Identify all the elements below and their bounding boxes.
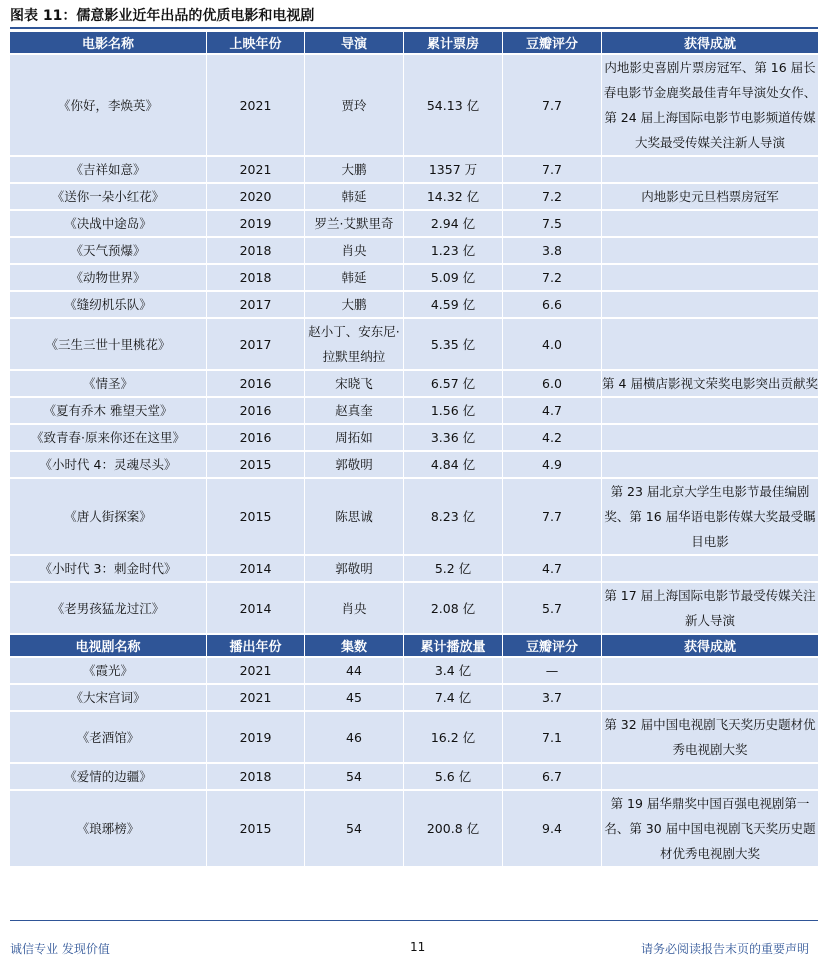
tv-views-cell: 7.4 亿 [404,685,503,710]
film-award-cell [602,556,818,581]
tv-views-cell: 3.4 亿 [404,658,503,683]
bottom-rule [10,920,818,921]
film-score-cell: 4.9 [503,452,602,477]
film-row [10,556,818,581]
film-director-cell: 韩延 [305,184,404,209]
film-column-header: 获得成就 [602,32,818,53]
tv-name-cell: 《爱情的边疆》 [10,764,207,789]
film-row [10,292,818,317]
film-year-cell: 2021 [207,55,305,155]
tv-score-cell: 7.1 [503,712,602,762]
film-director-cell: 大鹏 [305,157,404,182]
tv-year-cell: 2021 [207,658,305,683]
film-name-cell: 《致青春·原来你还在这里》 [10,425,207,450]
film-row [10,398,818,423]
film-row [10,265,818,290]
tv-score-cell: — [503,658,602,683]
tv-row [10,764,818,789]
tv-column-header: 获得成就 [602,635,818,656]
figure-caption: 图表 11：儒意影业近年出品的优质电影和电视剧 [10,8,315,24]
film-row [10,425,818,450]
film-director-cell: 韩延 [305,265,404,290]
tv-row [10,685,818,710]
film-score-cell: 4.2 [503,425,602,450]
film-year-cell: 2018 [207,265,305,290]
film-name-cell: 《老男孩猛龙过江》 [10,583,207,633]
film-box-cell: 1357 万 [404,157,503,182]
film-score-cell: 3.8 [503,238,602,263]
tv-episodes-cell: 54 [305,764,404,789]
film-box-cell: 8.23 亿 [404,479,503,554]
film-award-cell: 第 17 届上海国际电影节最受传媒关注新人导演 [602,583,818,633]
film-row [10,452,818,477]
film-box-cell: 5.09 亿 [404,265,503,290]
film-score-cell: 6.6 [503,292,602,317]
film-box-cell: 4.84 亿 [404,452,503,477]
film-award-cell [602,425,818,450]
film-director-cell: 陈思诚 [305,479,404,554]
film-box-cell: 6.57 亿 [404,371,503,396]
film-award-cell [602,265,818,290]
film-award-cell [602,319,818,369]
film-director-cell: 罗兰·艾默里奇 [305,211,404,236]
film-name-cell: 《夏有乔木 雅望天堂》 [10,398,207,423]
tv-name-cell: 《老酒馆》 [10,712,207,762]
tv-name-cell: 《大宋宫词》 [10,685,207,710]
film-director-cell: 大鹏 [305,292,404,317]
tv-row [10,658,818,683]
film-name-cell: 《缝纫机乐队》 [10,292,207,317]
tv-episodes-cell: 44 [305,658,404,683]
film-award-cell [602,398,818,423]
tv-episodes-cell: 45 [305,685,404,710]
film-award-cell [602,292,818,317]
footer-disclaimer: 请务必阅读报告末页的重要声明 [640,942,809,956]
film-award-cell [602,211,818,236]
tv-column-header: 播出年份 [207,635,305,656]
film-box-cell: 4.59 亿 [404,292,503,317]
film-name-cell: 《决战中途岛》 [10,211,207,236]
tv-award-cell [602,685,818,710]
film-year-cell: 2015 [207,452,305,477]
film-box-cell: 54.13 亿 [404,55,503,155]
film-row [10,55,818,155]
tv-year-cell: 2021 [207,685,305,710]
film-row [10,157,818,182]
tv-views-cell: 5.6 亿 [404,764,503,789]
tv-name-cell: 《琅琊榜》 [10,791,207,866]
tv-episodes-cell: 46 [305,712,404,762]
film-award-cell: 内地影史喜剧片票房冠军、第 16 届长春电影节金鹿奖最佳青年导演处女作、第 24 届上海国际电影节电影频道传媒大奖最受传媒关注新人导演 [602,55,818,155]
film-year-cell: 2017 [207,292,305,317]
tv-column-header: 集数 [305,635,404,656]
film-director-cell: 肖央 [305,583,404,633]
film-header-row [10,32,818,53]
tv-row [10,712,818,762]
film-name-cell: 《动物世界》 [10,265,207,290]
film-row [10,211,818,236]
film-award-cell [602,452,818,477]
film-name-cell: 《小时代 3：刺金时代》 [10,556,207,581]
film-year-cell: 2016 [207,425,305,450]
film-year-cell: 2015 [207,479,305,554]
film-column-header: 导演 [305,32,404,53]
film-year-cell: 2014 [207,583,305,633]
film-director-cell: 贾玲 [305,55,404,155]
tv-column-header: 累计播放量 [404,635,503,656]
film-director-cell: 郭敬明 [305,452,404,477]
film-row [10,371,818,396]
film-name-cell: 《唐人街探案》 [10,479,207,554]
film-name-cell: 《你好，李焕英》 [10,55,207,155]
film-score-cell: 4.7 [503,556,602,581]
film-name-cell: 《三生三世十里桃花》 [10,319,207,369]
film-award-cell: 第 4 届横店影视文荣奖电影突出贡献奖 [602,371,818,396]
film-award-cell: 内地影史元旦档票房冠军 [602,184,818,209]
film-column-header: 电影名称 [10,32,207,53]
page-number: 11 [410,940,426,954]
tv-award-cell: 第 19 届华鼎奖中国百强电视剧第一名、第 30 届中国电视剧飞天奖历史题材优秀电视剧大奖 [602,791,818,866]
film-score-cell: 6.0 [503,371,602,396]
film-box-cell: 2.08 亿 [404,583,503,633]
film-score-cell: 7.7 [503,55,602,155]
tv-award-cell: 第 32 届中国电视剧飞天奖历史题材优秀电视剧大奖 [602,712,818,762]
film-score-cell: 7.7 [503,157,602,182]
film-box-cell: 14.32 亿 [404,184,503,209]
film-director-cell: 周拓如 [305,425,404,450]
tv-award-cell [602,658,818,683]
film-year-cell: 2021 [207,157,305,182]
film-score-cell: 7.7 [503,479,602,554]
film-name-cell: 《天气预爆》 [10,238,207,263]
film-score-cell: 7.5 [503,211,602,236]
film-name-cell: 《情圣》 [10,371,207,396]
film-year-cell: 2019 [207,211,305,236]
film-row [10,479,818,554]
tv-name-cell: 《霞光》 [10,658,207,683]
tv-column-header: 豆瓣评分 [503,635,602,656]
film-box-cell: 1.56 亿 [404,398,503,423]
film-score-cell: 7.2 [503,265,602,290]
film-box-cell: 1.23 亿 [404,238,503,263]
tv-score-cell: 6.7 [503,764,602,789]
film-row [10,583,818,633]
tv-row [10,791,818,866]
film-name-cell: 《小时代 4：灵魂尽头》 [10,452,207,477]
film-award-cell [602,157,818,182]
tv-column-header: 电视剧名称 [10,635,207,656]
tv-award-cell [602,764,818,789]
film-year-cell: 2014 [207,556,305,581]
tv-episodes-cell: 54 [305,791,404,866]
tv-views-cell: 200.8 亿 [404,791,503,866]
tv-score-cell: 9.4 [503,791,602,866]
film-box-cell: 5.2 亿 [404,556,503,581]
film-director-cell: 赵真奎 [305,398,404,423]
film-box-cell: 2.94 亿 [404,211,503,236]
film-name-cell: 《送你一朵小红花》 [10,184,207,209]
tv-year-cell: 2018 [207,764,305,789]
film-score-cell: 5.7 [503,583,602,633]
film-year-cell: 2016 [207,398,305,423]
top-rule [10,27,818,29]
film-year-cell: 2020 [207,184,305,209]
film-director-cell: 宋晓飞 [305,371,404,396]
film-score-cell: 4.7 [503,398,602,423]
film-name-cell: 《吉祥如意》 [10,157,207,182]
film-director-cell: 肖央 [305,238,404,263]
film-score-cell: 7.2 [503,184,602,209]
film-row [10,238,818,263]
film-director-cell: 赵小丁、安东尼·拉默里纳拉 [305,319,404,369]
film-year-cell: 2018 [207,238,305,263]
film-year-cell: 2016 [207,371,305,396]
tv-year-cell: 2019 [207,712,305,762]
film-column-header: 累计票房 [404,32,503,53]
film-box-cell: 5.35 亿 [404,319,503,369]
film-column-header: 豆瓣评分 [503,32,602,53]
film-row [10,184,818,209]
tv-year-cell: 2015 [207,791,305,866]
tv-header-row [10,635,818,656]
film-year-cell: 2017 [207,319,305,369]
tv-views-cell: 16.2 亿 [404,712,503,762]
film-director-cell: 郭敬明 [305,556,404,581]
tv-score-cell: 3.7 [503,685,602,710]
film-award-cell [602,238,818,263]
film-award-cell: 第 23 届北京大学生电影节最佳编剧奖、第 16 届华语电影传媒大奖最受瞩目电影 [602,479,818,554]
film-score-cell: 4.0 [503,319,602,369]
film-column-header: 上映年份 [207,32,305,53]
films-tv-table [10,30,818,868]
film-box-cell: 3.36 亿 [404,425,503,450]
film-row [10,319,818,369]
footer-slogan: 诚信专业 发现价值 [10,942,110,956]
